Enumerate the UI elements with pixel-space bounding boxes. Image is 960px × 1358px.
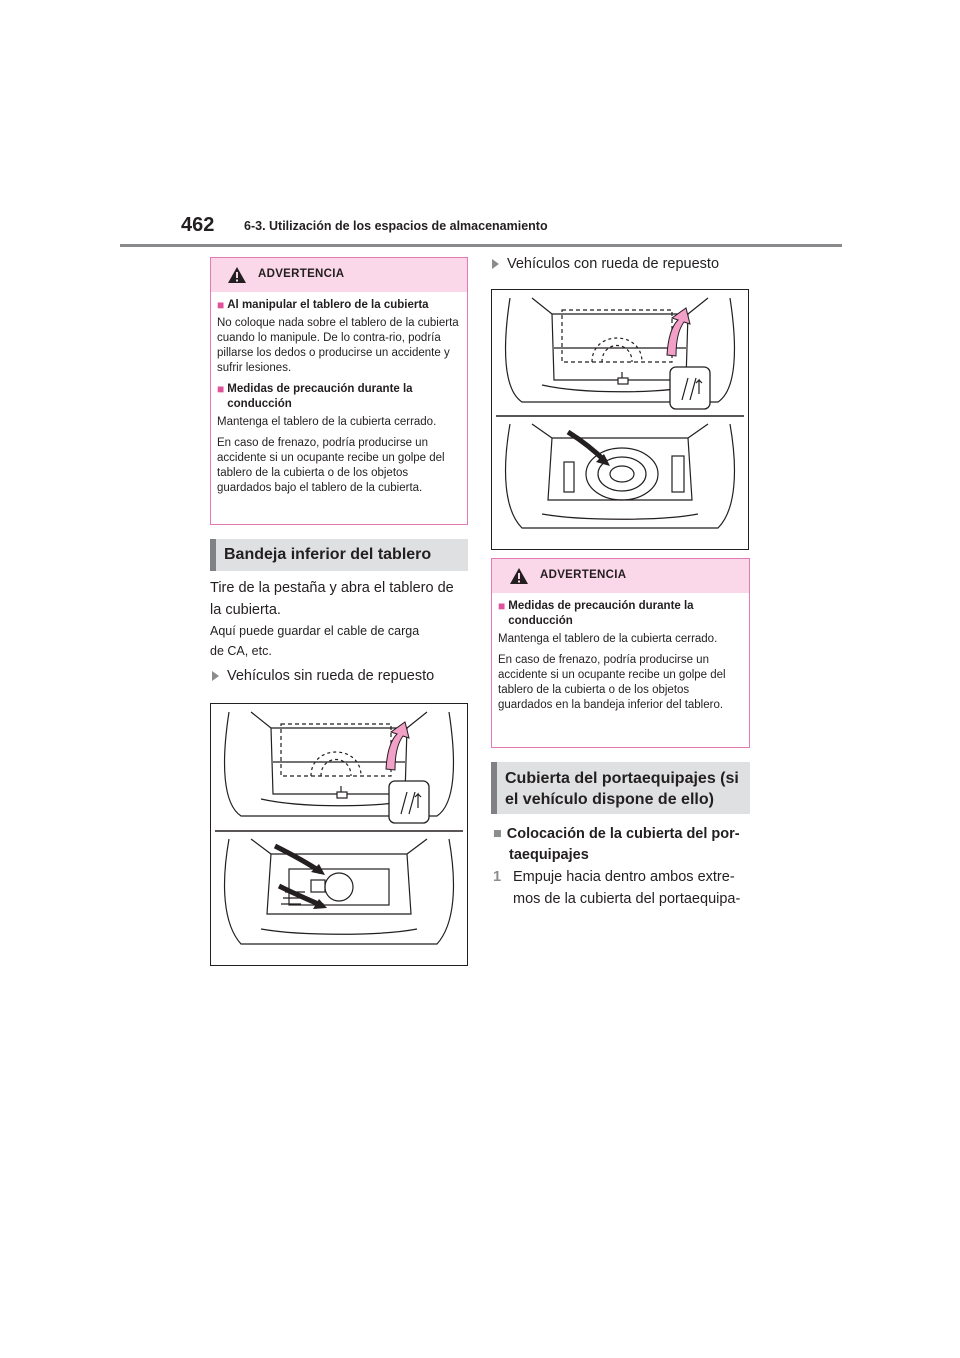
section-band-cubierta: Cubierta del portaequipajes (si el vehículo dispone de ello) — [491, 762, 750, 814]
note-line-2: de CA, etc. — [210, 644, 272, 658]
figure-trunk-with-spare — [491, 289, 749, 550]
square-bullet-icon: ■ — [498, 599, 506, 613]
step-1: 1 Empuje hacia dentro ambos extre- mos de la cubierta del portaequipa- — [493, 866, 740, 910]
warning-body — [211, 292, 467, 510]
warning-subheading: ■ Al manipular el tablero de la cubierta — [217, 298, 429, 312]
figure-trunk-no-spare — [210, 703, 468, 966]
page-number: 462 — [181, 214, 215, 236]
subheading-colocacion: ■ Colocación de la cubierta del por- taequipajes — [493, 826, 740, 863]
step-number: 1 — [493, 869, 502, 885]
trunk-illustration — [211, 704, 467, 965]
warning-header — [211, 258, 467, 292]
section-band-bandeja: Bandeja inferior del tablero — [210, 539, 468, 571]
warning-paragraph: No coloque nada sobre el tablero de la cubierta cuando lo manipule. De lo contra-rio, podría pillarse los dedos o producirse un accidente y sufrir lesiones. — [217, 317, 459, 374]
bullet-with-spare: Vehículos con rueda de repuesto — [492, 256, 719, 272]
warning-paragraph: En caso de frenazo, podría producirse un accidente si un ocupante recibe un golpe del tablero de la cubierta o de los objetos guardados bajo el tablero de la cubierta. — [217, 437, 445, 494]
triangle-bullet-icon — [212, 671, 219, 681]
square-bullet-icon: ■ — [217, 298, 225, 312]
header-divider — [120, 244, 842, 247]
warning-triangle-icon — [509, 567, 529, 585]
warning-body — [492, 593, 749, 727]
warning-label: ADVERTENCIA — [258, 268, 345, 280]
warning-label: ADVERTENCIA — [540, 569, 627, 581]
square-bullet-icon: ■ — [493, 826, 502, 842]
trunk-illustration — [492, 290, 748, 549]
warning-subheading: ■ Medidas de precaución durante la conducción — [498, 599, 694, 627]
warning-triangle-icon — [227, 266, 247, 284]
warning-paragraph: Mantenga el tablero de la cubierta cerrado. — [498, 633, 718, 645]
warning-box-left — [210, 257, 468, 525]
square-bullet-icon: ■ — [217, 382, 225, 396]
warning-box-right — [491, 558, 750, 748]
note-line-1: Aquí puede guardar el cable de carga — [210, 624, 420, 638]
warning-subheading: ■ Medidas de precaución durante la conducción — [217, 382, 413, 410]
instruction-text: Tire de la pestaña y abra el tablero de la cubierta. — [210, 580, 454, 618]
warning-paragraph: En caso de frenazo, podría producirse un accidente si un ocupante recibe un golpe del tablero de la cubierta o de los objetos guardados en la bandeja inferior del tablero. — [498, 654, 726, 711]
triangle-bullet-icon — [492, 259, 499, 269]
warning-header — [492, 559, 749, 593]
bullet-no-spare: Vehículos sin rueda de repuesto — [212, 668, 434, 684]
section-title: 6-3. Utilización de los espacios de almacenamiento — [244, 219, 548, 233]
warning-paragraph: Mantenga el tablero de la cubierta cerrado. — [217, 416, 437, 428]
